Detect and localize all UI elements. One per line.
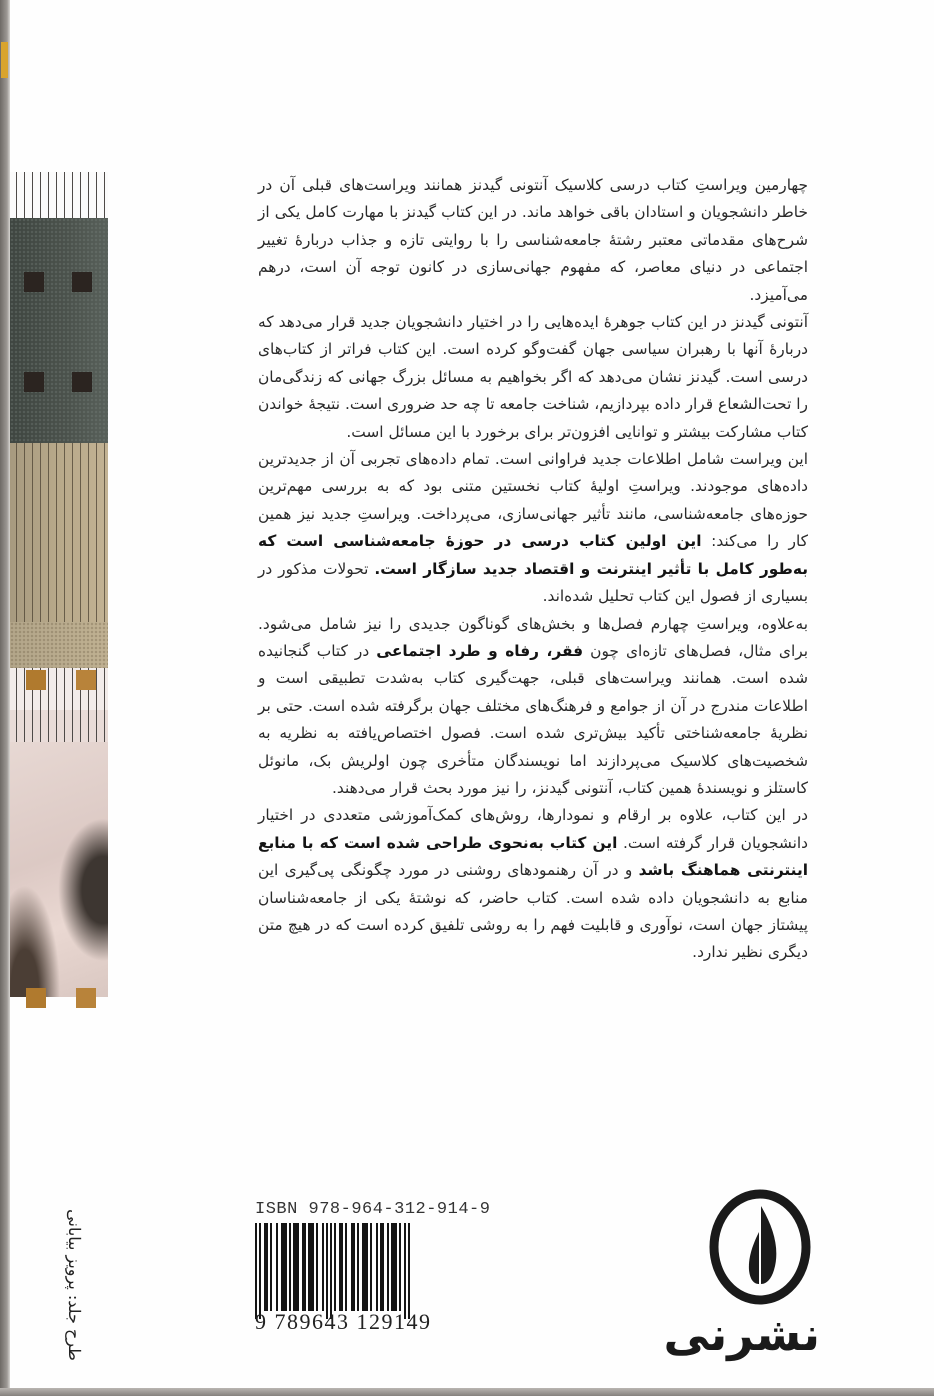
paragraph-text: و در آن رهنمودهای روشنی در مورد چگونگی پی‌گیری این منابع به دانشجویان داده شده است. کتاب حاضر، که نوشتهٔ یکی از جامعه‌شناسان پیشتاز جهان است، نوآوری و قابلیت فهم را به روشی تلفیق کرده است که در هیچ متن دیگری نظیر ندارد. (258, 861, 808, 962)
spine-edge (0, 0, 10, 1396)
emphasis-text: این کتاب به‌نحوی طراحی شده است که با منابع اینترنتی هماهنگ باشد (258, 833, 809, 880)
isbn-label: ISBN 978-964-312-914-9 (255, 1200, 491, 1219)
emphasis-text: فقر، رفاه و طرد اجتماعی (376, 641, 584, 660)
ochre-square (76, 670, 96, 690)
barcode (255, 1223, 480, 1311)
bottom-edge (0, 1388, 934, 1396)
paragraph-text: تحولات مذکور در بسیاری از فصول این کتاب تحلیل شده‌اند. (258, 559, 808, 606)
emphasis-text: این اولین کتاب درسی در حوزهٔ جامعه‌شناسی است که به‌طور کامل با تأثیر اینترنت و اقتصاد جدید سازگار است. (258, 532, 809, 578)
back-cover-blurb (258, 172, 808, 967)
dark-square (24, 272, 44, 292)
ochre-square (76, 988, 96, 1008)
publisher-name: نشرنی (663, 1307, 820, 1361)
paragraph-text: در کتاب گنجانیده شده است. همانند ویراست‌های قبلی، جهت‌گیری کتاب به‌شدت تطبیقی است و اطلاعات مندرج در آن از جوامع و فرهنگ‌های مختلف جهان برگرفته شده است. حتی بر نظریهٔ جامعه‌شناختی تأکید بیش‌تری شده است. فصول اختصاص‌یافته به نظریه به شخصیت‌های کلاسیک می‌پردازند اما نویسندگان متأخری چون اولریش بک، مانوئل کاستلز و نویسندهٔ همین کتاب، آنتونی گیدنز، را نیز مورد بحث قرار می‌دهند. (258, 641, 808, 797)
strip-lines-lower (10, 710, 108, 742)
cover-designer-credit: طرح جلد: پرویز بیابانی (65, 1209, 84, 1361)
dark-square (24, 372, 44, 392)
paragraph-text: این ویراست شامل اطلاعات جدید فراوانی است. تمام داده‌های تجربی آن از جدیدترین داده‌های موجودند. ویراستِ اولیهٔ کتاب نخستین متنی بود که به بررسی مهم‌ترین حوزه‌های جامعه‌شناسی، مانند تأثیر جهانی‌سازی، می‌پرداخت. ویراستِ جدید نیز همین کار را می‌کند: (258, 450, 808, 551)
paragraph-text: چهارمین ویراستِ کتاب درسی کلاسیک آنتونی گیدنز همانند ویراست‌های قبلی آن در خاطر دانشجویان و استادان باقی خواهد ماند. در این کتاب گیدنز با مهارت کامل یکی از شرح‌های مقدماتی معتبر رشتهٔ جامعه‌شناسی را با روایتی تازه و جذاب دربارهٔ تغییر اجتماعی در دنیای معاصر، که مفهوم جهانی‌سازی در کانون توجه آن است، درهم می‌آمیزد. (258, 176, 808, 304)
strip-photo-block (10, 742, 108, 997)
isbn-block (255, 1200, 491, 1335)
paragraph-text: به‌علاوه، ویراستِ چهارم فصل‌ها و بخش‌های گوناگون جدیدی را نیز شامل می‌شود. برای مثال، فصل‌های تازه‌ای چون (258, 614, 809, 660)
blurb-paragraph (258, 309, 808, 446)
dark-square (72, 272, 92, 292)
dark-square (72, 372, 92, 392)
blurb-paragraph (258, 172, 808, 309)
paragraph-text: آنتونی گیدنز در این کتاب جوهرهٔ ایده‌هایی را در اختیار دانشجویان جدید قرار می‌دهد که دربارهٔ آنها با رهبران سیاسی جهان گفت‌وگو کرده است. این کتاب فراتر از کتاب‌های درسی است. گیدنز نشان می‌دهد که اگر بخواهیم به مسائل بزرگ جهانی که زندگی‌مان را تحت‌الشعاع قرار داده بپردازیم، شناخت جامعه تا چه حد ضروری است. نتیجهٔ خواندن کتاب مشارکت بیشتر و توانایی افزون‌تر برای برخورد با این مسائل است. (258, 313, 808, 441)
ochre-square (26, 670, 46, 690)
publisher-logo (663, 1188, 820, 1362)
spine-tab (1, 42, 8, 78)
barcode-digits: 9 789643 129149 (255, 1309, 432, 1334)
blurb-paragraph (258, 446, 808, 610)
strip-green-block (10, 218, 108, 443)
leaf-in-circle-icon (708, 1188, 812, 1306)
paragraph-text: در این کتاب، علاوه بر ارقام و نمودارها، روش‌های کمک‌آموزشی متعددی در اختیار دانشجویان قرار گرفته است. (258, 806, 808, 852)
blurb-paragraph (258, 802, 808, 966)
strip-tan-texture (10, 622, 108, 668)
ochre-square (26, 988, 46, 1008)
blurb-paragraph (258, 611, 808, 803)
strip-lines-top (10, 172, 108, 218)
